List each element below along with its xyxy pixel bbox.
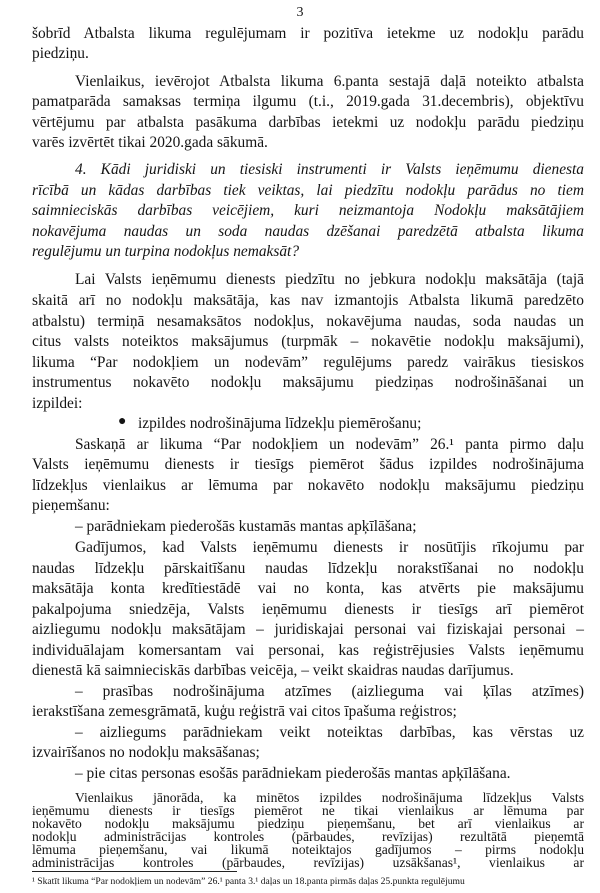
question-heading-line: 4. Kādi juridiski un tiesiski instrumenti ir Valsts ieņēmumu dienesta	[75, 161, 584, 178]
paragraph-line: lēmuma pieņemšanu, vai likumā noteiktajos gadījumos – pirms nodokļu	[32, 842, 584, 857]
paragraph-line: pieņemšanu:	[32, 497, 110, 514]
paragraph-line: administrācijas kontroles (pārbaudes, revīzijas) uzsākšanas¹, vienlaikus ar	[32, 855, 584, 870]
paragraph-line: naudas līdzekļu pārskaitīšanu naudas līdzekļu norakstīšanai no nodokļu	[32, 560, 584, 577]
page-number: 3	[296, 5, 304, 20]
list-item: – prasības nodrošinājuma atzīmes (aizlieguma vai ķīlas atzīmes)	[75, 683, 584, 700]
list-item: – pie citas personas esošās parādniekam piederošās mantas apķīlāšana.	[75, 765, 511, 782]
paragraph-line: Valsts ieņēmumu dienests ir tiesīgs piemērot šādus izpildes nodrošinājuma	[32, 456, 584, 473]
list-item: – aizliegums parādniekam veikt noteiktas darbības, kas vērstas uz	[75, 724, 584, 741]
paragraph-line: pamatparāda samaksas termiņa ilgumu (t.i., 2019.gada 31.decembris), objektīvu	[32, 93, 584, 110]
paragraph-line: aizliegumu nodokļu maksātājam – juridiskajai personai vai fiziskajai personai –	[32, 621, 584, 638]
question-heading-line: rīcībā un kādas darbības tiek veiktas, lai piedzītu nodokļu parādus no tiem	[32, 182, 584, 199]
question-heading-line: saimnieciskās darbības veicējiem, kuri neizmantoja Nodokļu maksātājiem	[32, 202, 584, 219]
paragraph-line: dienestā kā saimnieciskās darbības veicēja, – veikt skaidras naudas darījumus.	[32, 662, 514, 679]
paragraph-line: šobrīd Atbalsta likuma regulējumam ir pozitīva ietekme uz nodokļu parādu	[32, 25, 584, 42]
paragraph-line: instrumentus nokavēto nodokļu maksājumu piedziņas nodrošināšanai un	[32, 374, 584, 391]
paragraph-line: izpildei:	[32, 395, 83, 412]
list-item: izvairīšanos no nodokļu maksāšanas;	[32, 744, 260, 761]
footnote: ¹ Skatīt likuma “Par nodokļiem un nodevām” 26.¹ panta 3.¹ daļas un 18.panta pirmās daļas 25.punkta regulējumu	[32, 876, 465, 887]
paragraph-line: varēs izvērtēt tikai 2020.gada sākumā.	[32, 134, 268, 151]
paragraph-line: nodokļu administrācijas kontroles (pārbaudes, revīzijas) rezultātā pieņemtā	[32, 829, 584, 844]
paragraph-line: atbalstu) termiņā nesamaksātos nodokļus, nokavējuma naudas, soda naudas un	[32, 313, 584, 330]
paragraph-line: piedziņu.	[32, 45, 89, 62]
paragraph-line: ieņēmumu dienests ir tiesīgs piemērot ne tikai vienlaikus ar lēmuma par	[32, 803, 584, 818]
bullet-item: izpildes nodrošinājuma līdzekļu piemērošanu;	[138, 415, 422, 432]
paragraph-line: nokavēto nodokļu maksājumu piedziņu pieņemšanu, bet arī vienlaikus ar	[32, 816, 584, 831]
list-item: ierakstīšana zemesgrāmatā, kuģu reģistrā vai citos īpašuma reģistros;	[32, 703, 457, 720]
paragraph-line: maksātāja konta kredītiestādē vai no konta, kas atvērts pie maksājumu	[32, 580, 584, 597]
paragraph-line: Vienlaikus jānorāda, ka minētos izpildes nodrošinājuma līdzekļus Valsts	[75, 790, 584, 805]
paragraph-line: Gadījumos, kad Valsts ieņēmumu dienests ir nosūtījis rīkojumu par	[75, 539, 584, 556]
paragraph-line: citus valsts noteiktos maksājumus (turpmāk – nokavētie nodokļu maksājumi),	[32, 333, 584, 350]
question-heading-line: regulējumu un turpina nodokļus nemaksāt?	[32, 243, 300, 260]
bullet-icon: ●	[118, 414, 127, 429]
question-heading-line: nokavējuma naudas un soda naudas dzēšanai paredzētā atbalsta likuma	[32, 223, 584, 240]
paragraph-line: vērtējumu par atbalsta pasākuma darbības ietekmi uz nodokļu parādu piedziņu	[32, 114, 584, 131]
paragraph-line: pakalpojuma sniedzēja, Valsts ieņēmumu dienests ir tiesīgs arī piemērot	[32, 601, 584, 618]
paragraph-line: skaitā arī no nodokļu maksātāja, kas nav izmantojis Atbalsta likumā paredzēto	[32, 292, 584, 309]
paragraph-line: līdzekļus vienlaikus ar lēmuma par nokavēto nodokļu maksājumu piedziņu	[32, 477, 584, 494]
paragraph-line: Vienlaikus, ievērojot Atbalsta likuma 6.panta sestajā daļā noteikto atbalsta	[75, 73, 584, 90]
list-item: – parādniekam piederošās kustamās mantas apķīlāšana;	[75, 518, 417, 535]
paragraph-line: individuālajam komersantam vai personai, kas reģistrējusies Valsts ieņēmumu	[32, 642, 584, 659]
paragraph-line: Saskaņā ar likuma “Par nodokļiem un nodevām” 26.¹ panta pirmo daļu	[75, 436, 584, 453]
footnote-divider	[32, 871, 237, 872]
paragraph-line: likuma “Par nodokļiem un nodevām” regulējums paredz vairākus tiesiskos	[32, 354, 584, 371]
paragraph-line: Lai Valsts ieņēmumu dienests piedzītu no jebkura nodokļu maksātāja (tajā	[75, 271, 584, 288]
